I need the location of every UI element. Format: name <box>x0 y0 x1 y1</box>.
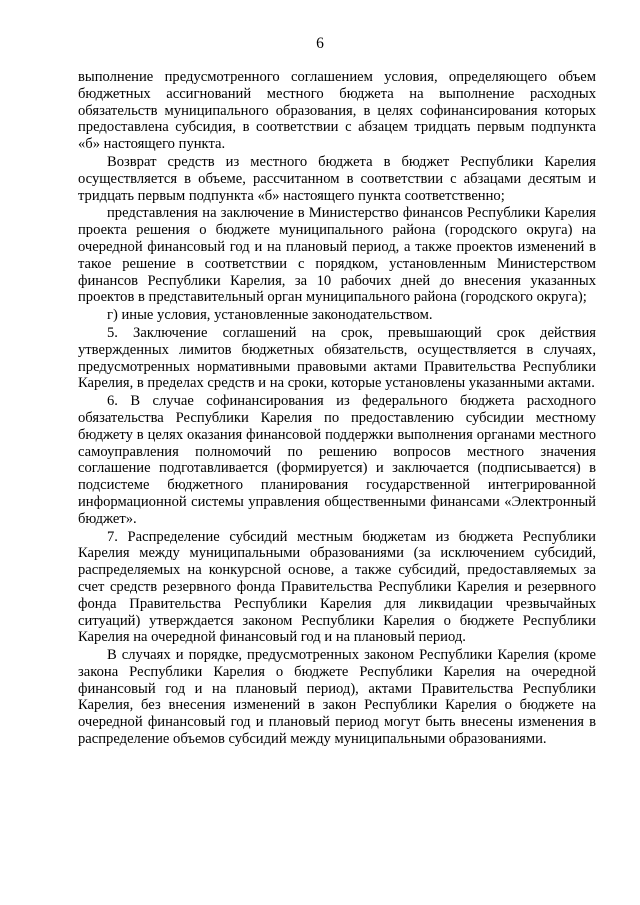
paragraph-cases-order: В случаях и порядке, предусмотренных законом Республики Карелия (кроме закона Республики Карелия о бюджете Республики Карелия на очередной финансовый год и на плановый период), актами Правительства Республики Карелия, без внесения изменений в закон Республики Карелия о бюджете на очередной финансовый год и плановый период могут быть внесены изменения в распределение объемов субсидий между муниципальными образованиями. <box>78 647 596 748</box>
paragraph-item-5: 5. Заключение соглашений на срок, превышающий срок действия утвержденных лимитов бюджетных обязательств, осуществляется в случаях, предусмотренных нормативными правовыми актами Правительства Республики Карелия, в пределах средств и на сроки, которые установлены указанными актами. <box>78 324 596 392</box>
paragraph-submission: представления на заключение в Министерство финансов Республики Карелия проекта решения о бюджете муниципального района (городского округа) на очередной финансовый год и на плановый период, а также проектов изменений в такое решение в соответствии с порядком, установленным Министерством финансов Республики Карелия, за 10 рабочих дней до внесения указанных проектов в представительный орган муниципального района (городского округа); <box>78 205 596 306</box>
paragraph-refund: Возврат средств из местного бюджета в бюджет Республики Карелия осуществляется в объеме, рассчитанном в соответствии с абзацами десятым и тридцать первым подпункта «б» настоящего пункта соответственно; <box>78 153 596 204</box>
page-number: 6 <box>316 35 324 52</box>
paragraph-item-6: 6. В случае софинансирования из федерального бюджета расходного обязательства Республики Карелия по предоставлению субсидии местному бюджету в целях оказания финансовой поддержки выполнения органами местного самоуправления полномочий по решению вопросов местного значения соглашение подготавливается (формируется) и заключается (подписывается) в подсистеме бюджетного планирования государственной интегрированной информационной системы управления общественными финансами «Электронный бюджет». <box>78 393 596 527</box>
paragraph-other-conditions: г) иные условия, установленные законодательством. <box>107 307 433 324</box>
document-body <box>78 69 596 748</box>
paragraph-continuation: выполнение предусмотренного соглашением условия, определяющего объем бюджетных ассигнований местного бюджета на выполнение расходных обязательств муниципального образования, в целях софинансирования которых предоставлена субсидия, в соответствии с абзацем тридцать первым подпункта «б» настоящего пункта. <box>78 69 596 153</box>
paragraph-item-7: 7. Распределение субсидий местным бюджетам из бюджета Республики Карелия между муниципальными образованиями (за исключением субсидий, распределяемых на конкурсной основе, а также субсидий, предоставляемых за счет средств резервного фонда Правительства Республики Карелия и резервного фонда Правительства Республики Карелия для ликвидации чрезвычайных ситуаций) утверждается законом Республики Карелия о бюджете Республики Карелия на очередной финансовый год и на плановый период. <box>78 528 596 646</box>
